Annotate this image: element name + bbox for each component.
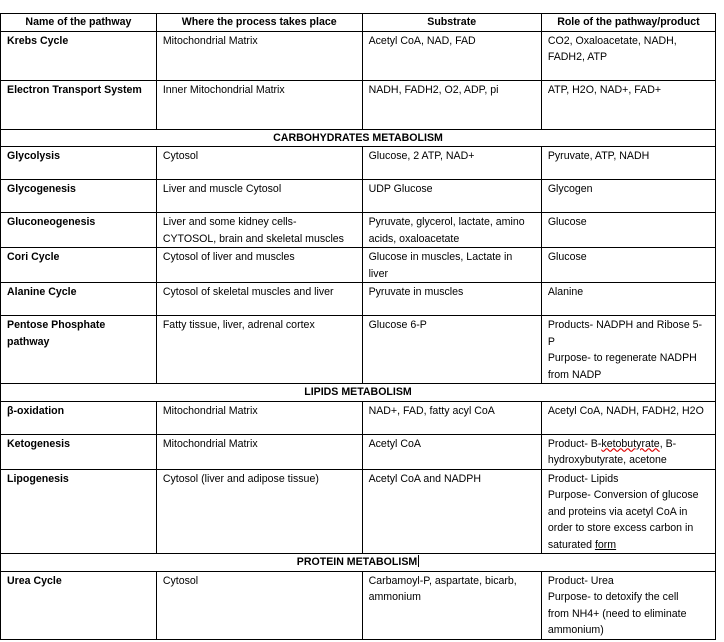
table-row: [1, 469, 716, 554]
pathway-role: Glycogen: [541, 180, 715, 213]
section-title-text: PROTEIN METABOLISM: [296, 556, 418, 568]
table-row: [1, 401, 716, 434]
table-row: [1, 80, 716, 129]
pathway-role: [541, 571, 715, 639]
pathway-role: [541, 434, 715, 469]
table-row: [1, 180, 716, 213]
pathway-role: Alanine: [541, 283, 715, 316]
cell-line: CO2, Oxaloacetate, NADH,: [547, 34, 677, 47]
pathway-location: Inner Mitochondrial Matrix: [156, 80, 362, 129]
pathway-substrate: [362, 571, 541, 639]
cell-line: Product- Urea: [547, 574, 614, 587]
cell-line: Pentose Phosphate: [7, 319, 106, 331]
cell-line: order to store excess carbon in: [547, 522, 694, 534]
pathway-role: Glucose: [541, 248, 715, 283]
pathway-role: [541, 316, 715, 384]
cell-line: Glucose in muscles, Lactate in: [368, 251, 513, 263]
pathway-location: Cytosol of liver and muscles: [156, 248, 362, 283]
cell-line: hydroxybutyrate, acetone: [547, 454, 667, 466]
cell-line: [548, 537, 709, 554]
cell-line: ammonium: [368, 591, 421, 603]
cell-line: [548, 436, 709, 453]
pathway-name: Lipogenesis: [1, 469, 157, 554]
pathway-role: ATP, H2O, NAD+, FAD+: [541, 80, 715, 129]
metabolism-table: [0, 13, 716, 640]
pathway-substrate: [362, 213, 541, 248]
cell-text: , B-: [659, 437, 677, 450]
column-header: Substrate: [362, 14, 541, 32]
pathway-name: Electron Transport System: [1, 80, 157, 129]
cell-line: liver: [368, 267, 388, 280]
cell-line: Products- NADPH and Ribose 5-P: [547, 319, 703, 348]
cell-line: and proteins via acetyl CoA in: [547, 505, 688, 518]
table-row: [1, 31, 716, 80]
pathway-location: Cytosol: [156, 571, 362, 639]
section-title: [1, 554, 716, 572]
pathway-location: Mitochondrial Matrix: [156, 401, 362, 434]
text-cursor: [418, 555, 419, 567]
pathway-role: [541, 31, 715, 80]
pathway-substrate: [362, 248, 541, 283]
pathway-location: Fatty tissue, liver, adrenal cortex: [156, 316, 362, 384]
section-title: LIPIDS METABOLISM: [1, 384, 716, 402]
pathway-substrate: NADH, FADH2, O2, ADP, pi: [362, 80, 541, 129]
cell-line: Product- Lipids: [547, 472, 619, 485]
pathway-role: [541, 469, 715, 554]
pathway-role: Glucose: [541, 213, 715, 248]
cell-line: Purpose- Conversion of glucose: [547, 489, 699, 501]
table-row: [1, 434, 716, 469]
table-row: [1, 571, 716, 639]
pathway-name: Glycogenesis: [1, 180, 157, 213]
pathway-substrate: Glucose, 2 ATP, NAD+: [362, 147, 541, 180]
column-header: Where the process takes place: [156, 14, 362, 32]
pathway-substrate: UDP Glucose: [362, 180, 541, 213]
table-row: [1, 316, 716, 384]
table-row: [1, 147, 716, 180]
pathway-substrate: NAD+, FAD, fatty acyl CoA: [362, 401, 541, 434]
cell-line: from NADP: [547, 368, 602, 381]
table-row: [1, 283, 716, 316]
cell-line: pathway: [7, 335, 50, 348]
pathway-name: Ketogenesis: [1, 434, 157, 469]
pathway-substrate: Pyruvate in muscles: [362, 283, 541, 316]
underlined-word: form: [594, 538, 617, 551]
pathway-role: Acetyl CoA, NADH, FADH2, H2O: [541, 401, 715, 434]
cell-line: Carbamoyl-P, aspartate, bicarb,: [368, 574, 517, 587]
pathway-name: [1, 316, 157, 384]
table-row: [1, 213, 716, 248]
cell-text: Product- B-: [547, 437, 602, 450]
column-header: Name of the pathway: [1, 14, 157, 32]
cell-line: FADH2, ATP: [547, 51, 608, 63]
cell-line: Liver and some kidney cells-: [162, 216, 297, 228]
section-row-lipids: [1, 384, 716, 402]
pathway-name: β-oxidation: [1, 401, 157, 434]
pathway-location: Mitochondrial Matrix: [156, 434, 362, 469]
cell-text: saturated: [547, 538, 595, 551]
section-title: CARBOHYDRATES METABOLISM: [1, 129, 716, 147]
pathway-role: Pyruvate, ATP, NADH: [541, 147, 715, 180]
pathway-name: Glycolysis: [1, 147, 157, 180]
cell-line: ammonium): [547, 624, 604, 636]
pathway-location: [156, 213, 362, 248]
pathway-name: Cori Cycle: [1, 248, 157, 283]
section-row-carbohydrates: [1, 129, 716, 147]
pathway-name: Gluconeogenesis: [1, 213, 157, 248]
pathway-substrate: Glucose 6-P: [362, 316, 541, 384]
column-header: Role of the pathway/product: [541, 14, 715, 32]
pathway-location: Cytosol: [156, 147, 362, 180]
cell-line: Pyruvate, glycerol, lactate, amino: [368, 216, 525, 228]
pathway-location: Liver and muscle Cytosol: [156, 180, 362, 213]
pathway-name: Krebs Cycle: [1, 31, 157, 80]
pathway-name: Urea Cycle: [1, 571, 157, 639]
pathway-substrate: Acetyl CoA and NADPH: [362, 469, 541, 554]
section-row-protein: [1, 554, 716, 572]
pathway-location: Mitochondrial Matrix: [156, 31, 362, 80]
cell-line: from NH4+ (need to eliminate: [547, 607, 687, 620]
cell-line: acids, oxaloacetate: [368, 232, 460, 245]
pathway-name: Alanine Cycle: [1, 283, 157, 316]
cell-line: Purpose- to detoxify the cell: [547, 591, 679, 603]
spellcheck-word: ketobutyrate: [601, 437, 660, 450]
table-row: [1, 248, 716, 283]
pathway-location: Cytosol of skeletal muscles and liver: [156, 283, 362, 316]
pathway-substrate: Acetyl CoA: [362, 434, 541, 469]
cell-line: CYTOSOL, brain and skeletal muscles: [162, 232, 344, 245]
cell-line: Purpose- to regenerate NADPH: [547, 352, 697, 364]
table-header-row: [1, 14, 716, 32]
pathway-location: Cytosol (liver and adipose tissue): [156, 469, 362, 554]
pathway-substrate: Acetyl CoA, NAD, FAD: [362, 31, 541, 80]
